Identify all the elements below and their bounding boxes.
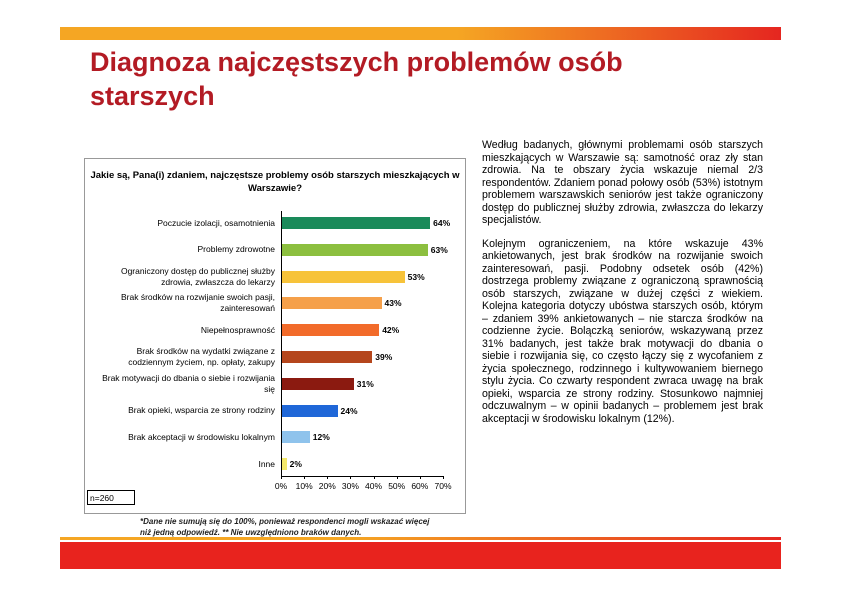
data-label: 63% <box>430 244 448 255</box>
data-label: 42% <box>382 325 400 336</box>
slide-title: Diagnoza najczęstszych problemów osób starszych <box>90 47 623 111</box>
bar <box>282 324 379 336</box>
data-label: 53% <box>407 271 425 282</box>
data-label: 2% <box>289 459 302 470</box>
chart-panel <box>84 158 466 514</box>
x-tick-label: 70% <box>434 481 452 492</box>
category-label: Brak motywacji do dbania o siebie i rozwijania się <box>102 372 275 394</box>
bar <box>282 244 428 256</box>
data-label: 24% <box>340 405 358 416</box>
x-tick-label: 40% <box>365 481 383 492</box>
category-label: Brak akceptacji w środowisku lokalnym <box>128 431 275 442</box>
category-label: Niepełnosprawność <box>200 324 275 335</box>
category-label: Ograniczony dostęp do publicznej służby zdrowia, zwłaszcza do lekarzy <box>120 265 275 287</box>
x-tick-mark <box>304 476 305 479</box>
bar <box>282 405 338 417</box>
body-paragraph-1: Według badanych, głównymi problemami osób starszych mieszkających w Warszawie są: samotność oraz zły stan zdrowia. Na te obszary życia wskazuje niemal 2/3 respondentów. Zdaniem ponad połowy osób (53%) istotnym problemem warszawskich seniorów jest także ograniczony dostęp do publicznej służby zdrowia, zwłaszcza do lekarzy specjalistów. <box>482 139 763 226</box>
bar <box>282 217 430 229</box>
x-tick-label: 50% <box>388 481 406 492</box>
data-label: 39% <box>375 352 393 362</box>
bar <box>282 458 287 470</box>
x-tick-label: 0% <box>274 481 288 492</box>
x-tick-mark <box>281 476 282 479</box>
data-label: 43% <box>384 298 402 309</box>
category-label: Problemy zdrowotne <box>197 244 275 255</box>
x-tick-mark <box>350 476 351 479</box>
body-paragraph-2: Kolejnym ograniczeniem, na które wskazuje 43% ankietowanych, jest brak środków na rozwijanie swoich zainteresowań, pasji. Podobny odsetek osób (42%) dostrzega problemy związane z ograniczoną sprawnością osób starszych, związane w dużej części z wiekiem. Kolejna kategoria dotyczy ubóstwa starszych osób, którym – zdaniem 39% ankietowanych – nie starcza środków na codzienne życie. Bolączką seniorów, wskazywaną przez 31% badanych, jest także brak motywacji do dbania o siebie i rozwijania się, co często łączy się z wycofaniem z życia społecznego, rodzinnego i kultywowaniem biernego stylu życia. Co czwarty respondent zwraca uwagę na brak opieki, wsparcia ze strony rodziny. Stosunkowo najmniej odczuwalnym – w opinii badanych – problemem jest brak akceptacji w środowisku lokalnym (12%). <box>482 237 763 425</box>
x-tick-mark <box>397 476 398 479</box>
x-tick-mark <box>327 476 328 479</box>
bar <box>282 378 354 390</box>
x-tick-label: 30% <box>341 481 359 492</box>
x-tick-label: 10% <box>295 481 313 492</box>
category-label: Inne <box>258 458 275 469</box>
bottom-accent-bar <box>60 542 781 569</box>
category-label: Brak opieki, wsparcia ze strony rodziny <box>128 405 275 416</box>
bottom-accent-line <box>60 537 781 540</box>
chart-title: Jakie są, Pana(i) zdaniem, najczęstsze problemy osób starszych mieszkających w Warszawie? <box>90 170 460 194</box>
x-tick-label: 20% <box>318 481 336 492</box>
y-axis-line <box>281 211 282 476</box>
bar <box>282 271 405 283</box>
bar <box>282 351 372 363</box>
bar <box>282 297 382 309</box>
chart-footnote: *Dane nie sumują się do 100%, ponieważ respondenci mogli wskazać więcej niż jedną odpowiedź. ** Nie uwzględniono braków danych. <box>140 517 430 537</box>
x-tick-label: 60% <box>411 481 429 492</box>
data-label: 31% <box>356 378 374 389</box>
x-tick-mark <box>443 476 444 479</box>
sample-size-label: n=260 <box>87 490 135 505</box>
category-label: Brak środków na wydatki związane z codziennym życiem, np. opłaty, zakupy <box>128 346 275 367</box>
x-tick-mark <box>420 476 421 479</box>
top-accent-bar <box>60 27 781 40</box>
data-label: 12% <box>312 432 330 443</box>
body-text <box>482 139 763 436</box>
x-axis-line <box>281 476 443 477</box>
category-label: Poczucie izolacji, osamotnienia <box>157 217 275 228</box>
data-label: 64% <box>433 218 451 228</box>
x-tick-mark <box>374 476 375 479</box>
category-label: Brak środków na rozwijanie swoich pasji, zainteresowań <box>120 292 275 314</box>
bar <box>282 431 310 443</box>
